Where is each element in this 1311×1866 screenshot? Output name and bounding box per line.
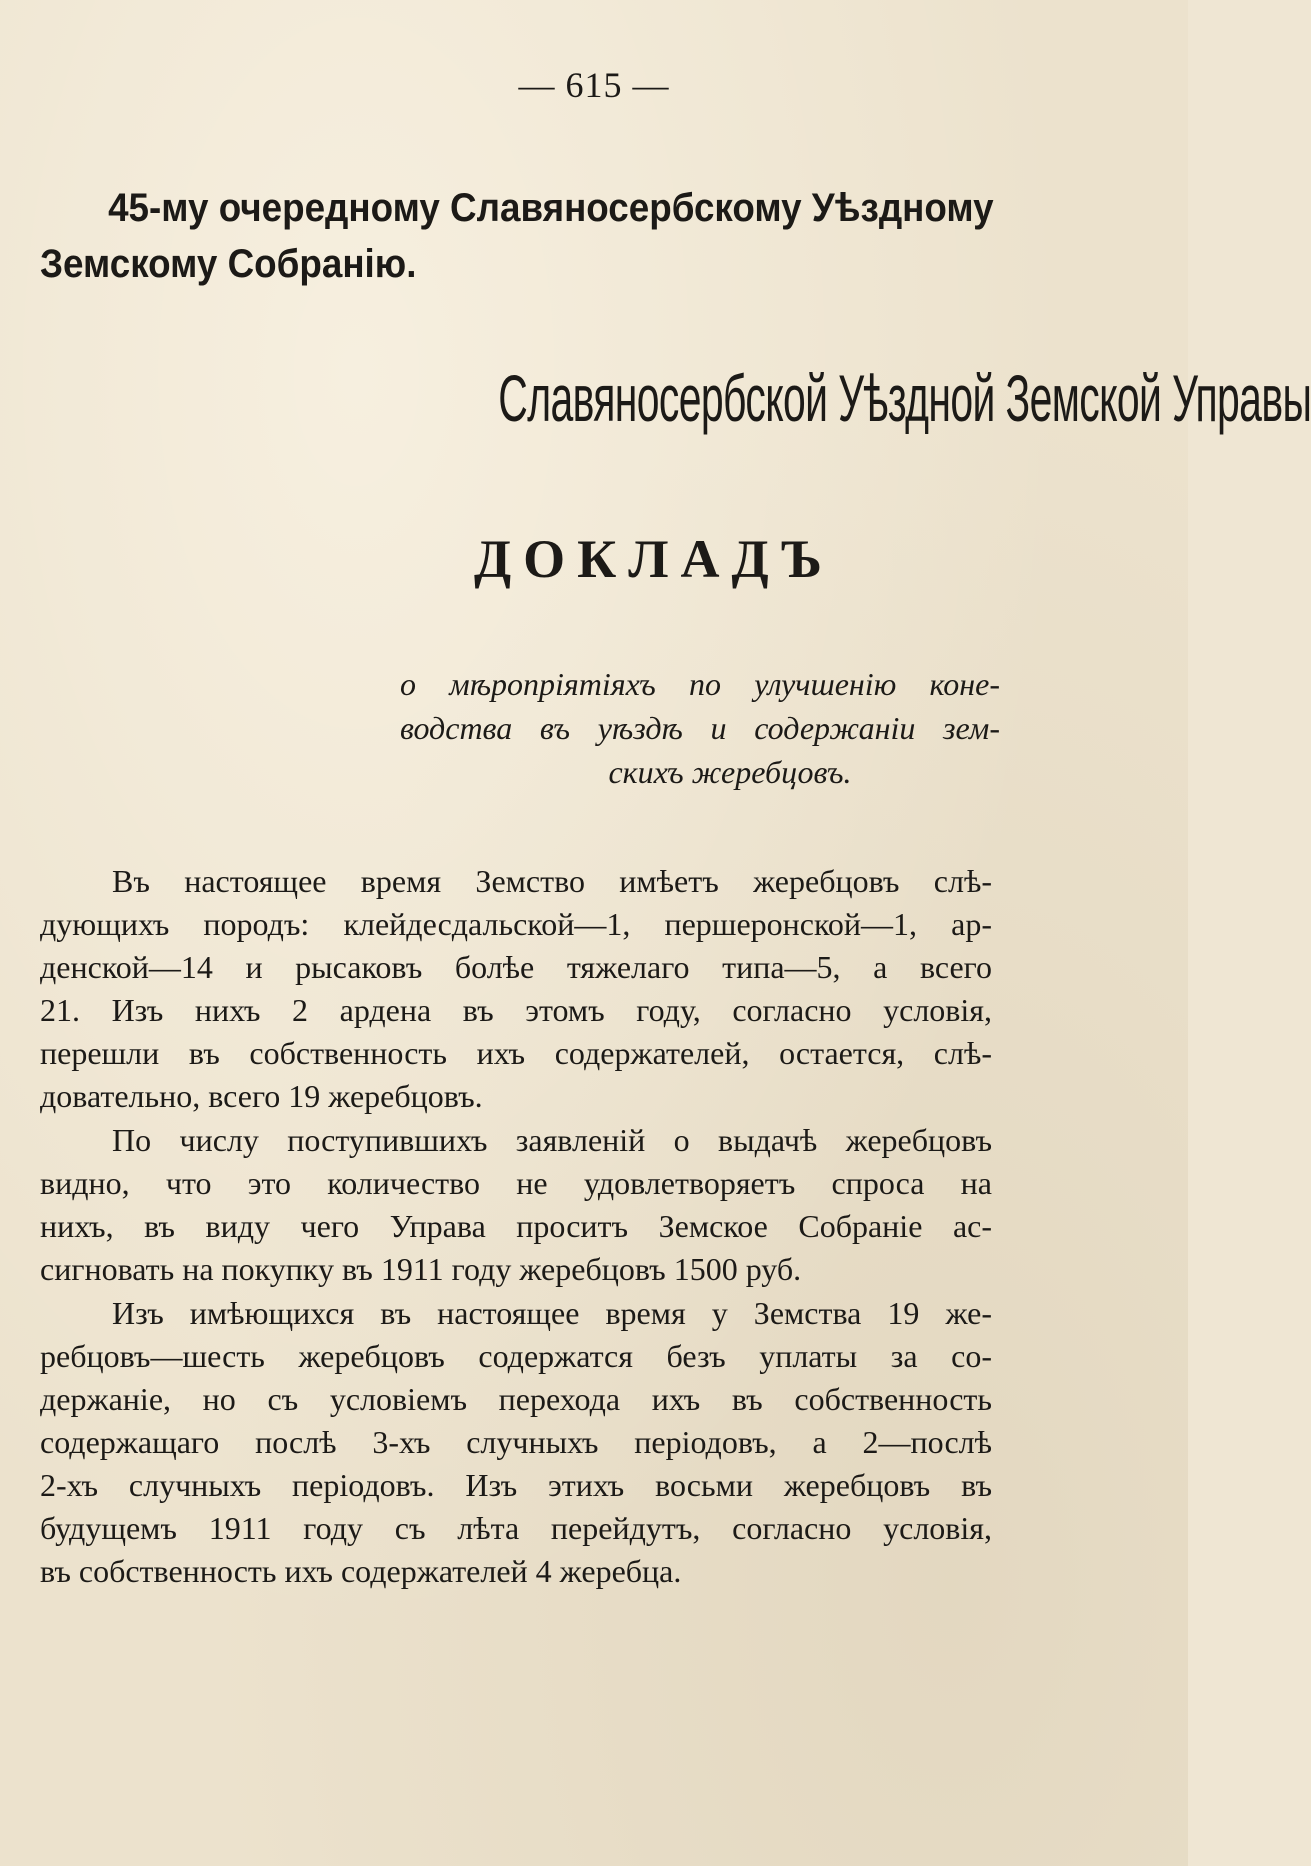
text-line: Въ настоящее время Земство имѣетъ жеребцовъ слѣ- xyxy=(112,863,992,899)
text-line: будущемъ 1911 году съ лѣта перейдутъ, согласно условія, xyxy=(40,1510,992,1546)
text-line: держаніе, но съ условіемъ перехода ихъ въ собственность xyxy=(40,1381,992,1417)
addressee-line-2: Земскому Собранію. xyxy=(40,242,417,286)
document-title: ДОКЛАДЪ xyxy=(473,529,834,589)
paragraph-2 xyxy=(40,1119,992,1291)
text-line: содержащаго послѣ 3-хъ случныхъ періодовъ, а 2—послѣ xyxy=(40,1424,992,1460)
subtitle-line-3: скихъ жеребцовъ. xyxy=(608,754,852,790)
text-line: ребцовъ—шесть жеребцовъ содержатся безъ уплаты за со- xyxy=(40,1338,992,1374)
text-line: денской—14 и рысаковъ болѣе тяжелаго типа—5, а всего xyxy=(40,949,992,985)
text-line: въ собственность ихъ содержателей 4 жеребца. xyxy=(40,1553,682,1589)
page-number: — 615 — xyxy=(518,65,670,105)
authority-heading xyxy=(0,358,1311,438)
paragraph-3 xyxy=(40,1292,992,1593)
authority-text: Славяносербской Уѣздной Земской Управы xyxy=(498,361,1311,435)
addressee-line-1: 45-му очередному Славяносербскому Уѣздному xyxy=(108,186,994,230)
paragraph-1 xyxy=(40,860,992,1118)
text-line: 21. Изъ нихъ 2 ардена въ этомъ году, согласно условія, xyxy=(40,992,992,1028)
subtitle-line-2: водства въ уѣздѣ и содержаніи зем- xyxy=(400,710,1000,746)
text-line: видно, что это количество не удовлетворяетъ спроса на xyxy=(40,1165,992,1201)
subtitle-line-1: о мѣропріятіяхъ по улучшенію коне- xyxy=(400,666,1000,702)
text-line: По числу поступившихъ заявленій о выдачѣ жеребцовъ xyxy=(112,1122,992,1158)
text-line: сигновать на покупку въ 1911 году жеребцовъ 1500 руб. xyxy=(40,1251,802,1287)
body-text xyxy=(40,860,992,1594)
text-line: перешли въ собственность ихъ содержателей, остается, слѣ- xyxy=(40,1035,992,1071)
text-line: Изъ имѣющихся въ настоящее время у Земства 19 же- xyxy=(112,1295,992,1331)
document-subtitle xyxy=(400,662,1000,794)
text-line: дующихъ породъ: клейдесдальской—1, першеронской—1, ар- xyxy=(40,906,992,942)
addressee-heading xyxy=(40,180,994,292)
text-line: довательно, всего 19 жеребцовъ. xyxy=(40,1078,483,1114)
text-line: нихъ, въ виду чего Управа проситъ Земское Собраніе ас- xyxy=(40,1208,992,1244)
text-line: 2-хъ случныхъ періодовъ. Изъ этихъ восьми жеребцовъ въ xyxy=(40,1467,992,1503)
